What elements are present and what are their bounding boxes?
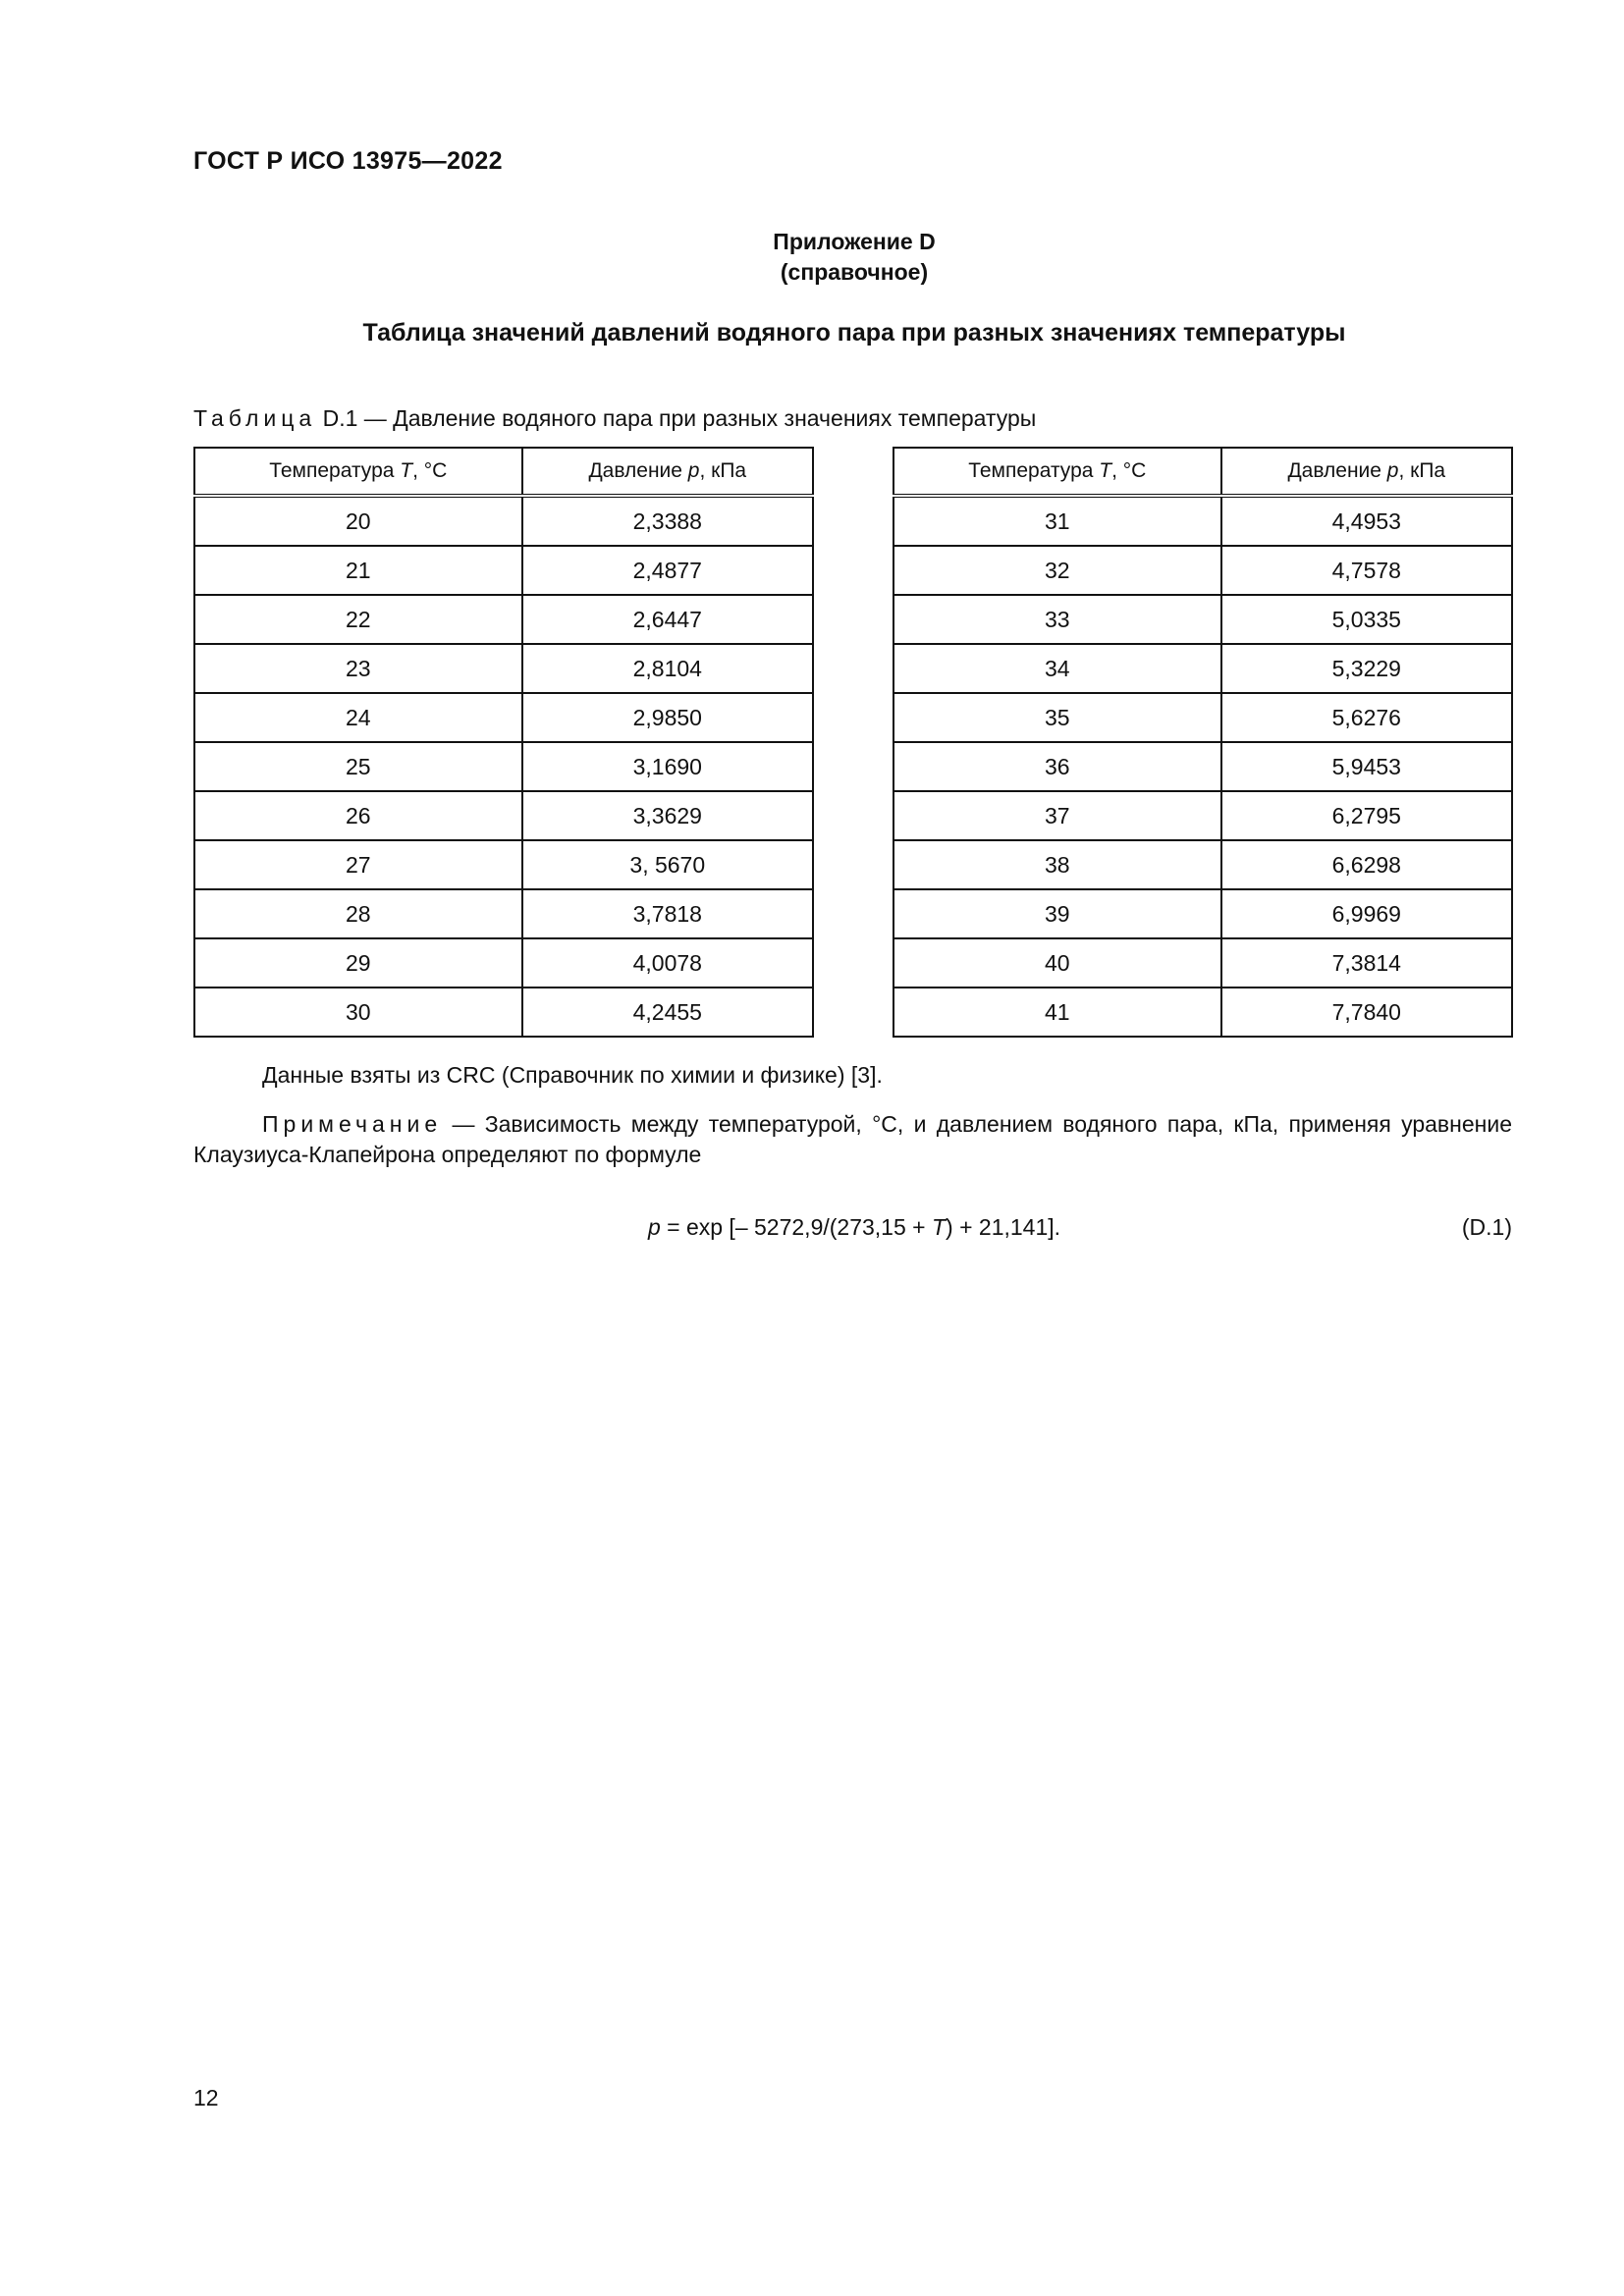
temperature-cell: 37 bbox=[893, 791, 1221, 840]
pressure-cell: 5,6276 bbox=[1221, 693, 1512, 742]
temperature-cell: 31 bbox=[893, 496, 1221, 546]
table-row bbox=[194, 693, 813, 742]
table-row bbox=[194, 742, 813, 791]
column-header-pressure: Давление p, кПа bbox=[1221, 448, 1512, 496]
temperature-cell: 21 bbox=[194, 546, 522, 595]
temperature-cell: 39 bbox=[893, 889, 1221, 938]
pressure-cell: 6,2795 bbox=[1221, 791, 1512, 840]
pressure-cell: 2,3388 bbox=[522, 496, 813, 546]
note-paragraph bbox=[193, 1109, 1512, 1170]
temperature-cell: 41 bbox=[893, 988, 1221, 1037]
formula-end: ) + 21,141]. bbox=[946, 1214, 1061, 1240]
table-row bbox=[893, 496, 1512, 546]
temperature-cell: 30 bbox=[194, 988, 522, 1037]
table-row bbox=[893, 988, 1512, 1037]
pressure-cell: 6,6298 bbox=[1221, 840, 1512, 889]
pressure-cell: 7,3814 bbox=[1221, 938, 1512, 988]
pressure-cell: 3, 5670 bbox=[522, 840, 813, 889]
temperature-cell: 35 bbox=[893, 693, 1221, 742]
formula-body: = exp [– 5272,9/(273,15 + bbox=[660, 1214, 932, 1240]
temperature-cell: 25 bbox=[194, 742, 522, 791]
pressure-cell: 7,7840 bbox=[1221, 988, 1512, 1037]
table-row bbox=[194, 595, 813, 644]
table-row bbox=[194, 988, 813, 1037]
pressure-cell: 3,3629 bbox=[522, 791, 813, 840]
table-row bbox=[893, 840, 1512, 889]
document-header: ГОСТ Р ИСО 13975—2022 bbox=[193, 147, 503, 175]
table-body-right bbox=[893, 496, 1512, 1037]
pressure-cell: 5,9453 bbox=[1221, 742, 1512, 791]
pressure-cell: 2,4877 bbox=[522, 546, 813, 595]
table-caption-text: D.1 — Давление водяного пара при разных значениях температуры bbox=[322, 405, 1037, 431]
pressure-cell: 3,1690 bbox=[522, 742, 813, 791]
formula-number: (D.1) bbox=[1461, 1214, 1512, 1240]
formula-variable: T bbox=[931, 1214, 947, 1240]
table-row bbox=[194, 546, 813, 595]
table-row bbox=[194, 644, 813, 693]
pressure-cell: 6,9969 bbox=[1221, 889, 1512, 938]
table-row bbox=[194, 889, 813, 938]
pressure-cell: 2,8104 bbox=[522, 644, 813, 693]
table-row bbox=[194, 840, 813, 889]
pressure-table-left bbox=[193, 447, 814, 1038]
table-caption-label: Таблица bbox=[193, 405, 317, 431]
pressure-table-right bbox=[893, 447, 1513, 1038]
formula-lhs: p bbox=[647, 1214, 661, 1240]
temperature-cell: 24 bbox=[194, 693, 522, 742]
temperature-cell: 29 bbox=[194, 938, 522, 988]
page-number: 12 bbox=[193, 2085, 219, 2110]
formula bbox=[0, 1214, 1624, 1241]
table-row bbox=[893, 546, 1512, 595]
pressure-cell: 4,4953 bbox=[1221, 496, 1512, 546]
temperature-cell: 40 bbox=[893, 938, 1221, 988]
temperature-cell: 27 bbox=[194, 840, 522, 889]
temperature-cell: 28 bbox=[194, 889, 522, 938]
table-row bbox=[194, 791, 813, 840]
note-label: Примечание bbox=[262, 1111, 443, 1137]
pressure-cell: 5,0335 bbox=[1221, 595, 1512, 644]
pressure-cell: 4,0078 bbox=[522, 938, 813, 988]
table-row bbox=[893, 889, 1512, 938]
table-header-row bbox=[893, 448, 1512, 496]
temperature-cell: 32 bbox=[893, 546, 1221, 595]
appendix-heading bbox=[0, 227, 1624, 288]
pressure-cell: 2,6447 bbox=[522, 595, 813, 644]
column-header-temperature: Температура T, °C bbox=[194, 448, 522, 496]
appendix-title: Приложение D bbox=[773, 229, 936, 254]
table-caption bbox=[193, 405, 1036, 432]
pressure-cell: 3,7818 bbox=[522, 889, 813, 938]
table-row bbox=[893, 595, 1512, 644]
pressure-cell: 4,7578 bbox=[1221, 546, 1512, 595]
temperature-cell: 33 bbox=[893, 595, 1221, 644]
appendix-subtitle: (справочное) bbox=[780, 259, 929, 285]
temperature-cell: 36 bbox=[893, 742, 1221, 791]
source-note: Данные взяты из CRC (Справочник по химии и физике) [3]. bbox=[262, 1062, 883, 1088]
temperature-cell: 26 bbox=[194, 791, 522, 840]
pressure-cell: 4,2455 bbox=[522, 988, 813, 1037]
temperature-cell: 34 bbox=[893, 644, 1221, 693]
table-row bbox=[194, 938, 813, 988]
note-text: — Зависимость между температурой, °C, и давлением водяного пара, кПа, применяя уравнение Клаузиуса-Клапейрона определяют по формуле bbox=[193, 1111, 1512, 1167]
table-row bbox=[893, 693, 1512, 742]
table-body-left bbox=[194, 496, 813, 1037]
column-header-pressure: Давление p, кПа bbox=[522, 448, 813, 496]
pressure-cell: 2,9850 bbox=[522, 693, 813, 742]
temperature-cell: 23 bbox=[194, 644, 522, 693]
table-row bbox=[893, 644, 1512, 693]
table-header-row bbox=[194, 448, 813, 496]
table-row bbox=[194, 496, 813, 546]
pressure-cell: 5,3229 bbox=[1221, 644, 1512, 693]
column-header-temperature: Температура T, °C bbox=[893, 448, 1221, 496]
temperature-cell: 22 bbox=[194, 595, 522, 644]
table-row bbox=[893, 742, 1512, 791]
table-row bbox=[893, 791, 1512, 840]
table-row bbox=[893, 938, 1512, 988]
temperature-cell: 20 bbox=[194, 496, 522, 546]
section-title: Таблица значений давлений водяного пара при разных значениях температуры bbox=[362, 319, 1346, 347]
temperature-cell: 38 bbox=[893, 840, 1221, 889]
